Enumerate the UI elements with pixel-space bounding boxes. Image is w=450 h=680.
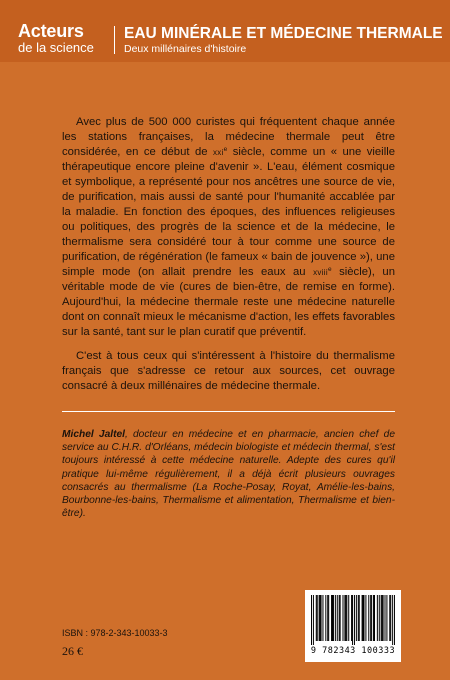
barcode-number: 9 782343 100333: [310, 646, 396, 656]
barcode-bar: [348, 595, 349, 641]
barcode-bar: [327, 595, 328, 641]
barcode-bar: [392, 595, 393, 645]
blurb-text: [62, 115, 395, 394]
isbn: ISBN : 978-2-343-10033-3: [62, 628, 168, 638]
series-name: Acteurs: [18, 21, 84, 41]
barcode-bar: [359, 595, 360, 641]
barcode-bar: [386, 595, 387, 641]
series-subtitle: de la science: [18, 40, 94, 55]
section-divider: [62, 411, 395, 412]
barcode-bar: [363, 595, 364, 641]
barcode-bar: [364, 595, 365, 641]
barcode-bar: [368, 595, 369, 641]
barcode-bar: [374, 595, 375, 641]
barcode-bar: [383, 595, 384, 641]
header-band: [0, 0, 450, 62]
barcode-bar: [335, 595, 336, 641]
barcode-bar: [385, 595, 386, 641]
barcode-bar: [344, 595, 345, 641]
barcode-bar: [381, 595, 382, 641]
barcode-bar: [389, 595, 390, 641]
blurb-paragraph-1: Avec plus de 500 000 curistes qui fréquentent chaque année les stations françaises, la médecine thermale peut être considérée, en ce début de xxi$^e$ siècle, comme un « une vieille thérapeutique encore pleine d'avenir ». L'eau, élément cosmique et symbolique, a représenté pour nos ancêtres une source de vie, de purification, mais aussi de santé pour l'humanité accablée par la maladie. En fonction des époques, des influences religieuses ou politiques, des progrès de la science et de la médecine, le thermalisme sera considéré tour à tour comme une source de purification, de régénération (le fameux « bain de jouvence »), une simple mode (on allait prendre les eaux au xviii$^e$ siècle), un véritable mode de vie (cures de bien-être, de remise en forme). Aujourd'hui, la médecine thermale reste une médecine naturelle dont on connaît mieux le mécanisme d'action, les effets favorables sur la santé, tant sur le plan curatif que préventif.: [62, 116, 395, 338]
barcode-bar: [377, 595, 378, 641]
barcode-bar: [316, 595, 317, 641]
barcode-bar: [382, 595, 383, 641]
price: 26 €: [62, 644, 83, 658]
barcode-bar: [333, 595, 334, 641]
barcode-bar: [325, 595, 326, 641]
book-title: EAU MINÉRALE ET MÉDECINE THERMALE: [124, 25, 443, 42]
barcode-bar: [321, 595, 322, 641]
barcode-bar: [320, 595, 321, 641]
barcode-bar: [346, 595, 347, 641]
series-logo: [18, 22, 94, 54]
barcode-bar: [339, 595, 340, 641]
barcode-bar: [379, 595, 380, 641]
barcode-bar: [317, 595, 318, 641]
book-subtitle: Deux millénaires d'histoire: [124, 43, 247, 55]
barcode-bar: [331, 595, 332, 641]
barcode-bar: [362, 595, 363, 641]
barcode-bar: [352, 595, 353, 645]
barcode-bar: [354, 595, 355, 645]
barcode: [305, 590, 401, 662]
barcode-bar: [332, 595, 333, 641]
barcode-bar: [356, 595, 357, 641]
barcode-bar: [322, 595, 323, 641]
barcode-bar: [340, 595, 341, 641]
barcode-bar: [365, 595, 366, 641]
barcode-bar: [351, 595, 352, 641]
barcode-bars: [311, 595, 395, 645]
header-divider: [114, 26, 115, 54]
barcode-bar: [394, 595, 395, 645]
century-xxi: xxi: [212, 148, 224, 157]
barcode-bar: [313, 595, 314, 645]
barcode-bar: [328, 595, 329, 641]
author-bio: Michel Jaltel, docteur en médecine et en pharmacie, ancien chef de service au C.H.R. d'Orléans, médecin biologiste et médecin thermal, s'est toujours intéressé à cette médecine naturelle. Adepte des cures qu'il pratique lui-même régulièrement, il a déjà écrit plusieurs ouvrages consacrés au thermalisme (La Roche-Posay, Royat, Amélie-les-bains, Bourbonne-les-bains, Thermalisme et alimentation, Thermalisme et bien-être).: [62, 429, 395, 520]
author-name: Michel Jaltel: [62, 429, 125, 440]
barcode-bar: [337, 595, 338, 641]
works-list: La Roche-Posay, Royat, Amélie-les-bains, Bourbonne-les-bains, Thermalisme et alimentation, Thermalisme et bien-être: [62, 481, 395, 520]
barcode-bar: [371, 595, 372, 641]
barcode-bar: [319, 595, 320, 641]
barcode-bar: [343, 595, 344, 641]
blurb-paragraph-2: C'est à tous ceux qui s'intéressent à l'histoire du thermalisme français que s'adresse ce retour aux sources, cet ouvrage consacré à deux millénaires de médecine thermale.: [62, 350, 395, 392]
barcode-bar: [311, 595, 312, 645]
barcode-bar: [345, 595, 346, 641]
barcode-bar: [370, 595, 371, 641]
barcode-bar: [358, 595, 359, 641]
barcode-bar: [390, 595, 391, 641]
century-xviii: xviii: [313, 268, 328, 277]
barcode-bar: [373, 595, 374, 641]
